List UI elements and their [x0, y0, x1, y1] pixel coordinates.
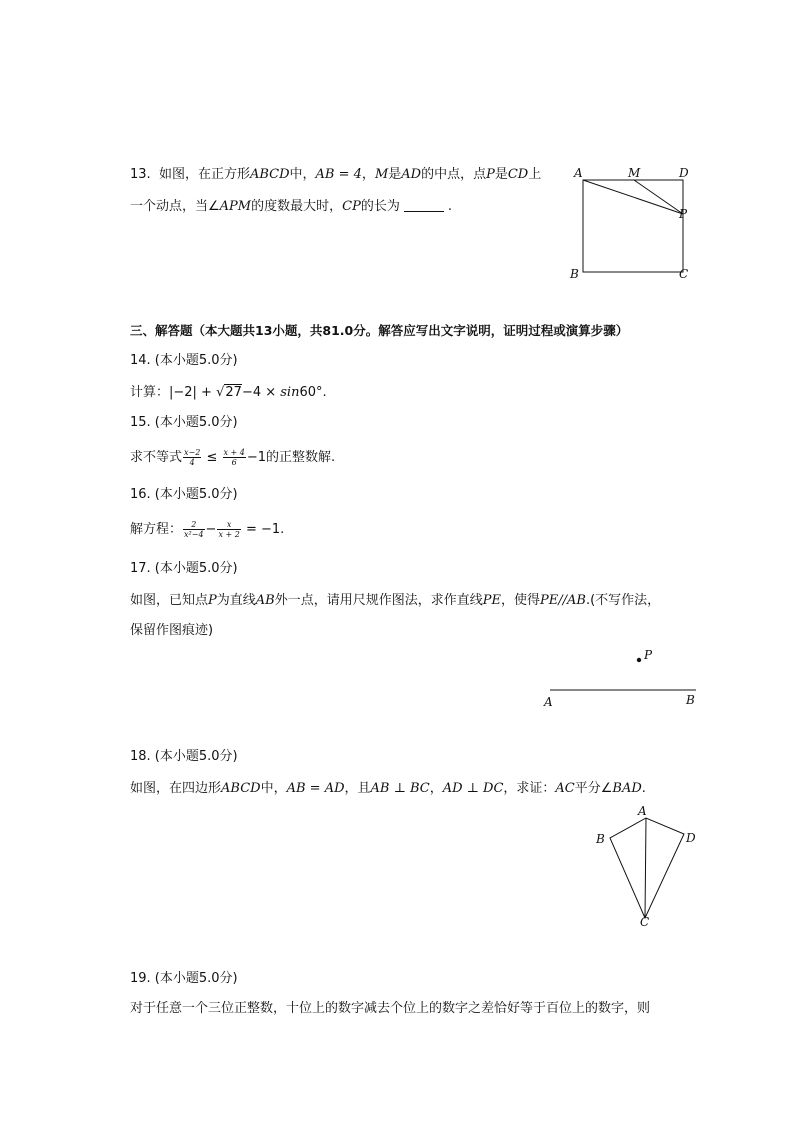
label-b: B [686, 693, 695, 707]
point-p [637, 658, 641, 662]
q13-text: 的长为 [360, 199, 400, 214]
square-abcd [583, 180, 683, 272]
q18-math: AD ⊥ DC [442, 781, 504, 796]
q18-text: 中， [260, 781, 287, 796]
label-a: A [544, 695, 553, 709]
operator: ≤ [202, 450, 222, 465]
q17-text: 为直线 [216, 593, 256, 608]
section-heading: 三、解答题（本大题共13小题，共81.0分。解答应写出文字说明，证明过程或演算步骤） [130, 323, 629, 338]
q17-text: .(不写作法， [585, 593, 661, 608]
q16-header: 16. (本小题5.0分) [130, 487, 238, 502]
q14-text: −4 × [241, 385, 281, 400]
q14-header: 14. (本小题5.0分) [130, 353, 238, 368]
sqrt-radicand: 27 [225, 385, 242, 400]
q13-math: CP [342, 199, 361, 214]
q18-line1 [130, 780, 646, 798]
q18-text: ，求证： [503, 781, 556, 796]
q13-text: 是 [388, 167, 402, 182]
q13-square-figure [566, 160, 696, 285]
q13-text: 上 [528, 167, 542, 182]
q18-text: ，且 [344, 781, 371, 796]
q13-line1 [130, 166, 541, 184]
fraction [217, 520, 240, 539]
q16-text: 解方程： [130, 522, 183, 537]
fraction [183, 448, 201, 467]
q18-kite-figure [590, 802, 706, 932]
q13-math: M [374, 167, 389, 182]
q17-header: 17. (本小题5.0分) [130, 561, 238, 576]
q13-math: CD [507, 167, 529, 182]
label-c: C [679, 267, 689, 281]
answer-blank[interactable] [404, 199, 444, 212]
label-a: A [638, 804, 647, 818]
segment-ap [583, 180, 683, 214]
q13-math: P [486, 167, 495, 182]
q17-figure [538, 644, 704, 712]
q13-math: ABCD [249, 167, 290, 182]
q17-text: 外一点，请用尺规作图法，求作直线 [274, 593, 483, 608]
q18-math: AB ⊥ BC [370, 781, 430, 796]
q16-body [130, 520, 284, 539]
q19-header: 19. (本小题5.0分) [130, 971, 238, 986]
q18-header: 18. (本小题5.0分) [130, 749, 238, 764]
numerator: x−2 [184, 448, 201, 457]
fraction [183, 520, 205, 539]
q17-math: AB [255, 593, 275, 608]
q13-math: AB = 4 [315, 167, 362, 182]
q14-body: 计算：|−2| + √27−4 × sin60°. [130, 385, 327, 400]
q16-text: = −1. [241, 522, 285, 537]
q18-text: . [641, 781, 646, 796]
diagonal-ac [645, 818, 646, 918]
q13-text: ， [361, 167, 375, 182]
label-d: D [679, 166, 689, 180]
q13-line2 [130, 198, 452, 216]
denominator: x²−4 [184, 530, 204, 539]
q17-line1 [130, 592, 660, 610]
q18-math: AB = AD [286, 781, 345, 796]
q14-text: 60°. [299, 385, 327, 400]
denominator: x + 2 [218, 530, 240, 539]
q13-text: 中， [289, 167, 316, 182]
q14-text: 计算：|−2| + [130, 385, 217, 400]
quadrilateral-abcd [610, 818, 684, 918]
q18-text: 平分∠ [574, 781, 613, 796]
segment-mp [634, 180, 683, 214]
q15-text: −1的正整数解. [246, 450, 336, 465]
q13-text: 一个动点，当∠ [130, 199, 220, 214]
label-p: P [644, 648, 653, 662]
q15-text: 求不等式 [130, 450, 183, 465]
q13-text: 如图，在正方形 [158, 167, 250, 182]
q15-header: 15. (本小题5.0分) [130, 415, 238, 430]
q17-text: ，使得 [501, 593, 541, 608]
label-d: D [686, 831, 696, 845]
q14-sin: sin [280, 385, 300, 400]
label-c: C [640, 915, 650, 929]
q18-text: ， [429, 781, 443, 796]
operator: − [205, 522, 217, 537]
label-b: B [570, 267, 579, 281]
q17-text: 如图，已知点 [130, 593, 209, 608]
q17-math: PE [482, 593, 501, 608]
fraction [223, 448, 246, 467]
q13-text: 的中点，点 [421, 167, 487, 182]
q18-math: AC [555, 781, 575, 796]
q13-text: 的度数最大时， [251, 199, 343, 214]
label-m: M [628, 166, 641, 180]
q18-text: 如图，在四边形 [130, 781, 222, 796]
q19-line1: 对于任意一个三位正整数，十位上的数字减去个位上的数字之差恰好等于百位上的数字，则 [130, 1001, 651, 1016]
denominator: 4 [189, 458, 195, 467]
q18-math: ABCD [221, 781, 261, 796]
q13-math: AD [401, 167, 422, 182]
label-p: P [679, 207, 688, 221]
q17-math: P [208, 593, 217, 608]
q13-text: 是 [494, 167, 508, 182]
denominator: 6 [231, 458, 237, 467]
q13-text: . [447, 199, 452, 214]
numerator: x + 4 [223, 448, 245, 457]
q17-line2: 保留作图痕迹) [130, 623, 214, 638]
q13-math: APM [219, 199, 252, 214]
label-b: B [596, 832, 605, 846]
numerator: x [217, 520, 240, 530]
q15-body [130, 448, 335, 467]
q13-number: 13. [130, 167, 151, 182]
label-a: A [574, 166, 583, 180]
q18-math: BAD [612, 781, 642, 796]
numerator: 2 [183, 520, 205, 530]
q17-math: PE//AB [540, 593, 586, 608]
